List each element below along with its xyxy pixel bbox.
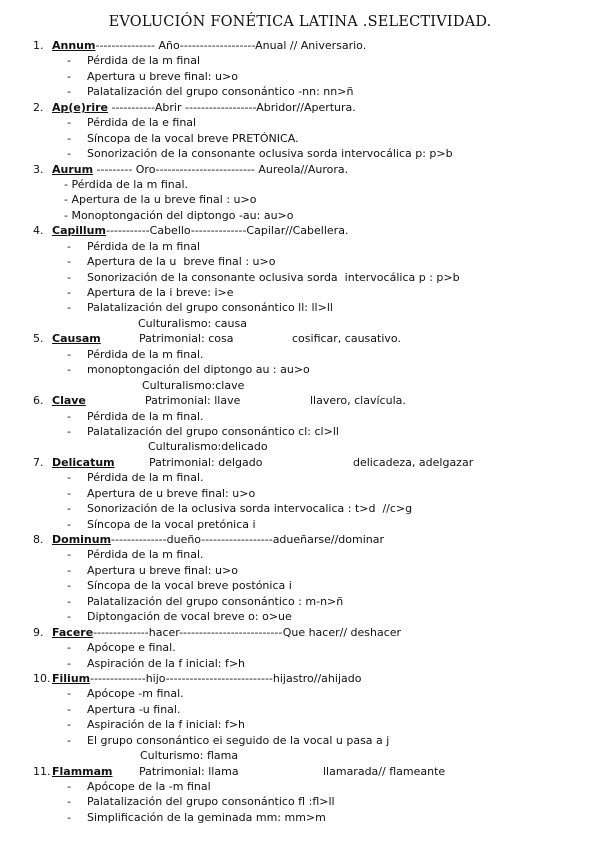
rule-item	[0, 192, 600, 207]
rule-item	[0, 563, 600, 578]
bullet-dash: -	[67, 579, 71, 593]
entry-number: 2.	[33, 100, 44, 114]
latin-word: Flammam	[52, 764, 113, 778]
derivation-chain: --------------dueño------------------adueñarse//dominar	[111, 533, 385, 546]
bullet-dash: -	[67, 641, 71, 655]
bullet-dash: -	[67, 610, 71, 624]
bullet-dash: -	[67, 810, 71, 824]
rule-item	[0, 270, 600, 285]
rule-text: Palatalización del grupo consonántico ll: ll>ll	[87, 301, 333, 315]
entry-number: 10.	[33, 671, 51, 685]
rule-text: Apócope e final.	[87, 641, 176, 655]
rule-text: Pérdida de la m final	[87, 239, 201, 253]
entry-number: 3.	[33, 162, 44, 176]
culturalism-line	[0, 439, 600, 454]
entry-heading	[52, 671, 361, 686]
rule-text: Pérdida de la m final.	[87, 471, 204, 485]
entry-heading-line	[0, 100, 600, 115]
rule-text: Palatalización del grupo consonántico cl: cl>ll	[87, 424, 339, 438]
entry-heading-line	[0, 671, 600, 686]
rule-item	[0, 517, 600, 532]
rule-text: Sonorización de la consonante oclusiva sorda intervocálica p : p>b	[87, 270, 460, 284]
latin-word: Causam	[52, 332, 101, 346]
rule-item	[0, 115, 600, 130]
bullet-dash: -	[67, 795, 71, 809]
rule-text: Apócope -m final.	[87, 687, 184, 701]
rule-text: Pérdida de la m final.	[87, 347, 204, 361]
entry-heading-line	[0, 625, 600, 640]
entry-heading	[52, 532, 384, 547]
bullet-dash: -	[67, 54, 71, 68]
derived-words: cosificar, causativo.	[292, 332, 401, 346]
latin-word: Aurum	[52, 162, 94, 176]
latin-word: Capillum	[52, 224, 106, 238]
culturalism-text: Culturalismo: causa	[138, 316, 247, 330]
rule-text: Apertura u breve final: u>o	[87, 563, 238, 577]
bullet-dash: -	[67, 363, 71, 377]
rule-item	[0, 177, 600, 192]
bullet-dash: -	[67, 517, 71, 531]
evolution-list	[0, 38, 600, 825]
bullet-dash: -	[67, 239, 71, 253]
rule-item	[0, 409, 600, 424]
patrimonial-word: Patrimonial: delgado	[149, 455, 263, 469]
rule-item	[0, 239, 600, 254]
culturalism-line	[0, 316, 600, 331]
entry-number: 7.	[33, 455, 44, 469]
entry-heading-line	[0, 532, 600, 547]
rule-text: Pérdida de la m final.	[87, 548, 204, 562]
rule-item	[0, 656, 600, 671]
bullet-dash: -	[67, 733, 71, 747]
rule-text: Simplificación de la geminada mm: mm>m	[87, 810, 326, 824]
entry-number: 11.	[33, 764, 51, 778]
patrimonial-word: Patrimonial: cosa	[139, 332, 234, 346]
bullet-dash: -	[67, 270, 71, 284]
rule-text: El grupo consonántico ei seguido de la vocal u pasa a j	[87, 733, 390, 747]
entry-number: 9.	[33, 625, 44, 639]
rule-item	[0, 486, 600, 501]
rule-item	[0, 501, 600, 516]
bullet-dash: -	[67, 718, 71, 732]
entry-heading	[52, 38, 366, 53]
entry-heading	[52, 764, 113, 779]
rule-item	[0, 810, 600, 825]
bullet-dash: -	[67, 301, 71, 315]
entry-number: 1.	[33, 39, 44, 52]
rule-item	[0, 285, 600, 300]
rule-item	[0, 470, 600, 485]
rule-text: Sonorización de la consonante oclusiva sorda intervocálica p: p>b	[87, 147, 453, 161]
derived-words: llavero, clavícula.	[310, 394, 406, 408]
rule-text: Apertura u breve final: u>o	[87, 69, 238, 83]
latin-word: Filium	[52, 671, 91, 685]
rule-text: Palatalización del grupo consonántico fl :fl>ll	[87, 795, 335, 809]
rule-text: Síncopa de la vocal breve PRETÓNICA.	[87, 131, 299, 145]
bullet-dash: -	[67, 255, 71, 269]
rule-text: Sonorización de la oclusiva sorda intervocalica : t>d //c>g	[87, 502, 413, 516]
latin-word: Ap(e)rire	[52, 100, 108, 114]
bullet-dash: -	[67, 687, 71, 701]
rule-item	[0, 424, 600, 439]
rule-item	[0, 146, 600, 161]
rule-text: Pérdida de la m final	[87, 54, 201, 68]
derivation-chain: --------- Oro------------------------- Aureola//Aurora.	[93, 162, 349, 176]
rule-text: - Apertura de la u breve final : u>o	[64, 193, 257, 207]
entry-heading-line	[0, 162, 600, 177]
bullet-dash: -	[67, 486, 71, 500]
rule-text: Diptongación de vocal breve o: o>ue	[87, 610, 292, 624]
culturalism-text: Culturalismo:delicado	[148, 440, 268, 454]
entry-number: 5.	[33, 332, 44, 346]
rule-text: - Monoptongación del diptongo -au: au>o	[64, 208, 294, 222]
rule-text: Aspiración de la f inicial: f>h	[87, 718, 246, 732]
rule-item	[0, 779, 600, 794]
entry-heading	[52, 223, 348, 238]
rule-text: Apertura -u final.	[87, 702, 181, 716]
patrimonial-word: Patrimonial: llave	[145, 394, 241, 408]
rule-text: Síncopa de la vocal breve postónica i	[87, 579, 292, 593]
derivation-chain: --------------hacer--------------------------Que hacer// deshacer	[93, 625, 402, 639]
entry-heading-line	[0, 764, 600, 779]
entry-heading	[52, 162, 348, 177]
rule-text: monoptongación del diptongo au : au>o	[87, 363, 310, 377]
entry-heading-line	[0, 223, 600, 238]
bullet-dash: -	[67, 656, 71, 670]
derived-words: delicadeza, adelgazar	[353, 455, 474, 469]
bullet-dash: -	[67, 780, 71, 793]
rule-item	[0, 362, 600, 377]
rule-item	[0, 594, 600, 609]
derivation-chain: --------------- Año-------------------Anual // Aniversario.	[95, 39, 367, 52]
entry-heading	[52, 625, 401, 640]
rule-text: Palatalización del grupo consonántico : m-n>ñ	[87, 594, 344, 608]
entry-heading-line	[0, 393, 600, 408]
bullet-dash: -	[67, 116, 71, 130]
latin-word: Clave	[52, 394, 86, 408]
bullet-dash: -	[67, 502, 71, 516]
entry-heading-line	[0, 331, 600, 346]
bullet-dash: -	[67, 471, 71, 485]
rule-text: Palatalización del grupo consonántico -nn: nn>ñ	[87, 85, 354, 99]
document-title: EVOLUCIÓN FONÉTICA LATINA .SELECTIVIDAD.	[108, 14, 492, 30]
rule-text: Síncopa de la vocal pretónica i	[87, 517, 256, 531]
rule-item	[0, 131, 600, 146]
bullet-dash: -	[67, 424, 71, 438]
rule-item	[0, 640, 600, 655]
entry-heading	[52, 393, 86, 408]
rule-text: Pérdida de la m final.	[87, 409, 204, 423]
entry-number: 6.	[33, 394, 44, 408]
entry-number: 8.	[33, 533, 44, 546]
culturalism-line	[0, 748, 600, 763]
culturalism-line	[0, 378, 600, 393]
entry-heading-line	[0, 38, 600, 53]
bullet-dash: -	[67, 147, 71, 161]
patrimonial-word: Patrimonial: llama	[139, 764, 239, 778]
entry-heading	[52, 331, 101, 346]
rule-item	[0, 702, 600, 717]
rule-text: Aspiración de la f inicial: f>h	[87, 656, 246, 670]
bullet-dash: -	[67, 563, 71, 577]
entry-heading	[52, 100, 356, 115]
latin-word: Delicatum	[52, 455, 115, 469]
derivation-chain: -----------Abrir ------------------Abridor//Apertura.	[107, 100, 356, 114]
culturalism-text: Culturalismo:clave	[142, 378, 245, 392]
rule-item	[0, 547, 600, 562]
rule-item	[0, 300, 600, 315]
derivation-chain: --------------hijo---------------------------hijastro//ahijado	[90, 671, 362, 685]
rule-item	[0, 84, 600, 99]
rule-item	[0, 53, 600, 68]
rule-text: Apertura de la u breve final : u>o	[87, 255, 276, 269]
rule-text: Apertura de u breve final: u>o	[87, 486, 256, 500]
rule-item	[0, 578, 600, 593]
entry-heading-line	[0, 455, 600, 470]
latin-word: Facere	[52, 625, 94, 639]
rule-item	[0, 208, 600, 223]
rule-item	[0, 794, 600, 809]
rule-item	[0, 254, 600, 269]
culturalism-text: Culturismo: flama	[140, 749, 239, 763]
rule-item	[0, 347, 600, 362]
rule-item	[0, 686, 600, 701]
derived-words: llamarada// flameante	[323, 764, 446, 778]
rule-text: Pérdida de la e final	[87, 116, 197, 130]
rule-item	[0, 717, 600, 732]
rule-item	[0, 69, 600, 84]
entry-number: 4.	[33, 224, 44, 238]
bullet-dash: -	[67, 548, 71, 562]
bullet-dash: -	[67, 131, 71, 145]
rule-item	[0, 733, 600, 748]
rule-text: Apócope de la -m final	[87, 780, 211, 793]
bullet-dash: -	[67, 286, 71, 299]
entry-heading	[52, 455, 115, 470]
latin-word: Annum	[52, 39, 96, 52]
bullet-dash: -	[67, 85, 71, 99]
bullet-dash: -	[67, 594, 71, 608]
rule-text: - Pérdida de la m final.	[64, 177, 189, 191]
bullet-dash: -	[67, 702, 71, 716]
latin-word: Dominum	[52, 533, 112, 546]
bullet-dash: -	[67, 347, 71, 361]
rule-item	[0, 609, 600, 624]
bullet-dash: -	[67, 409, 71, 423]
rule-text: Apertura de la i breve: i>e	[87, 286, 234, 299]
derivation-chain: -----------Cabello--------------Capilar//Cabellera.	[105, 224, 349, 238]
bullet-dash: -	[67, 69, 71, 83]
